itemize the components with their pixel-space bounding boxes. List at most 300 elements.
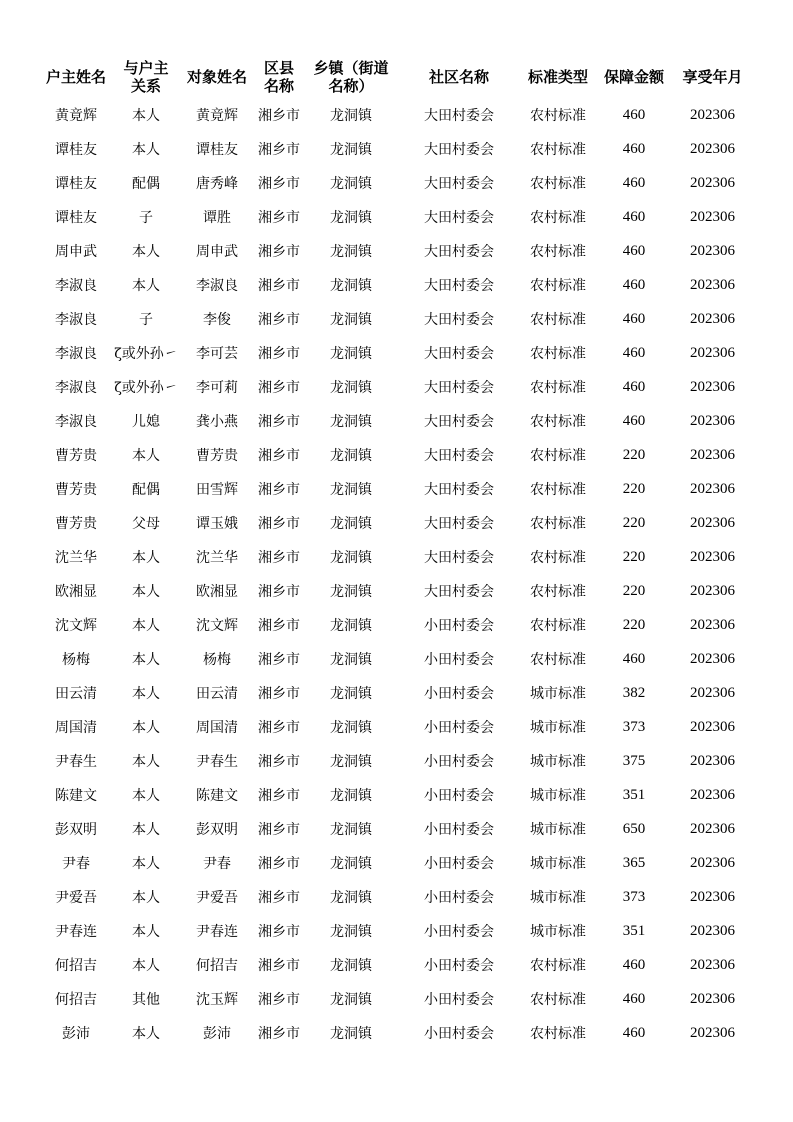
township-cell: 龙洞镇	[330, 550, 372, 566]
householder-name-cell: 曹芳贵	[55, 448, 97, 464]
standard-type-cell: 农村标准	[530, 1026, 586, 1042]
relation-cell: 子	[139, 210, 153, 226]
householder-name-cell: 彭沛	[62, 1026, 90, 1042]
township-cell: 龙洞镇	[330, 890, 372, 906]
community-cell: 大田村委会	[424, 550, 494, 566]
recipient-name-cell: 彭沛	[203, 1026, 231, 1042]
header-text: 标准类型	[527, 68, 588, 86]
county-cell: 湘乡市	[258, 686, 300, 702]
standard-type-cell: 城市标准	[530, 788, 586, 804]
standard-type-cell: 农村标准	[530, 108, 586, 124]
amount-cell: 220	[622, 446, 646, 463]
amount-cell: 460	[622, 140, 646, 157]
amount-cell: 460	[622, 956, 646, 973]
community-cell: 大田村委会	[424, 142, 494, 158]
county-cell: 湘乡市	[258, 142, 300, 158]
householder-name-cell: 沈兰华	[55, 550, 97, 566]
township-cell: 龙洞镇	[330, 652, 372, 668]
header-text: 户主姓名	[45, 68, 106, 86]
amount-cell: 460	[622, 310, 646, 327]
county-cell: 湘乡市	[258, 856, 300, 872]
header-standard-type	[520, 56, 596, 98]
period-cell: 202306	[690, 378, 735, 395]
county-cell: 湘乡市	[258, 414, 300, 430]
table-row	[40, 744, 753, 778]
period-cell: 202306	[690, 854, 735, 871]
relation-cell: 本人	[132, 584, 160, 600]
county-cell: 湘乡市	[258, 992, 300, 1008]
community-cell: 大田村委会	[424, 278, 494, 294]
header-householder-name	[40, 56, 112, 98]
township-cell: 龙洞镇	[330, 176, 372, 192]
period-cell: 202306	[690, 752, 735, 769]
standard-type-cell: 农村标准	[530, 176, 586, 192]
householder-name-cell: 田云清	[55, 686, 97, 702]
township-cell: 龙洞镇	[330, 1026, 372, 1042]
table-row	[40, 132, 753, 166]
period-cell: 202306	[690, 310, 735, 327]
standard-type-cell: 城市标准	[530, 754, 586, 770]
standard-type-cell: 农村标准	[530, 448, 586, 464]
period-cell: 202306	[690, 140, 735, 157]
recipient-name-cell: 尹春	[203, 856, 231, 872]
relation-cell: 配偶	[132, 482, 160, 498]
county-cell: 湘乡市	[258, 516, 300, 532]
relation-cell: 父母	[132, 516, 160, 532]
community-cell: 大田村委会	[424, 584, 494, 600]
table-row	[40, 438, 753, 472]
table-row	[40, 98, 753, 132]
community-cell: 大田村委会	[424, 414, 494, 430]
householder-name-cell: 何招吉	[55, 958, 97, 974]
amount-cell: 220	[622, 548, 646, 565]
county-cell: 湘乡市	[258, 754, 300, 770]
recipient-name-cell: 沈文辉	[196, 618, 238, 634]
period-cell: 202306	[690, 344, 735, 361]
header-county	[254, 56, 304, 98]
community-cell: 小田村委会	[424, 856, 494, 872]
community-cell: 大田村委会	[424, 312, 494, 328]
relation-cell: 本人	[132, 686, 160, 702]
header-text: 名称）	[328, 77, 374, 95]
period-cell: 202306	[690, 820, 735, 837]
community-cell: 大田村委会	[424, 108, 494, 124]
table-row	[40, 914, 753, 948]
relation-cell: 其他	[132, 992, 160, 1008]
table-header	[40, 56, 753, 98]
table-row	[40, 540, 753, 574]
township-cell: 龙洞镇	[330, 686, 372, 702]
recipient-name-cell: 田云清	[196, 686, 238, 702]
relation-cell: 儿媳	[132, 414, 160, 430]
amount-cell: 220	[622, 616, 646, 633]
table-row	[40, 268, 753, 302]
recipient-name-cell: 周国清	[196, 720, 238, 736]
amount-cell: 220	[622, 480, 646, 497]
township-cell: 龙洞镇	[330, 618, 372, 634]
community-cell: 小田村委会	[424, 788, 494, 804]
subsidy-table	[40, 56, 753, 1050]
period-cell: 202306	[690, 480, 735, 497]
amount-cell: 375	[622, 752, 646, 769]
township-cell: 龙洞镇	[330, 754, 372, 770]
amount-cell: 460	[622, 174, 646, 191]
amount-cell: 460	[622, 276, 646, 293]
township-cell: 龙洞镇	[330, 414, 372, 430]
county-cell: 湘乡市	[258, 958, 300, 974]
householder-name-cell: 周国清	[55, 720, 97, 736]
county-cell: 湘乡市	[258, 1026, 300, 1042]
table-row	[40, 948, 753, 982]
relation-cell: ζ或外孙㇀	[114, 380, 178, 396]
header-text: 与户主	[123, 59, 169, 77]
amount-cell: 460	[622, 106, 646, 123]
recipient-name-cell: 李可莉	[196, 380, 238, 396]
householder-name-cell: 彭双明	[55, 822, 97, 838]
period-cell: 202306	[690, 208, 735, 225]
community-cell: 大田村委会	[424, 448, 494, 464]
recipient-name-cell: 尹春连	[196, 924, 238, 940]
amount-cell: 460	[622, 1024, 646, 1041]
standard-type-cell: 农村标准	[530, 312, 586, 328]
amount-cell: 351	[622, 922, 646, 939]
county-cell: 湘乡市	[258, 380, 300, 396]
householder-name-cell: 尹爱吾	[55, 890, 97, 906]
community-cell: 小田村委会	[424, 992, 494, 1008]
header-text: 名称	[263, 77, 294, 95]
period-cell: 202306	[690, 616, 735, 633]
recipient-name-cell: 尹春生	[196, 754, 238, 770]
township-cell: 龙洞镇	[330, 788, 372, 804]
table-row	[40, 778, 753, 812]
amount-cell: 373	[622, 888, 646, 905]
householder-name-cell: 李淑良	[55, 312, 97, 328]
township-cell: 龙洞镇	[330, 992, 372, 1008]
period-cell: 202306	[690, 106, 735, 123]
recipient-name-cell: 谭玉娥	[196, 516, 238, 532]
table-row	[40, 200, 753, 234]
township-cell: 龙洞镇	[330, 108, 372, 124]
standard-type-cell: 城市标准	[530, 686, 586, 702]
header-text: 社区名称	[428, 68, 489, 86]
householder-name-cell: 谭桂友	[55, 142, 97, 158]
relation-cell: 本人	[132, 618, 160, 634]
amount-cell: 351	[622, 786, 646, 803]
township-cell: 龙洞镇	[330, 380, 372, 396]
header-text: 乡镇（街道	[313, 59, 389, 77]
community-cell: 大田村委会	[424, 482, 494, 498]
header-text: 保障金额	[603, 68, 664, 86]
relation-cell: 本人	[132, 550, 160, 566]
community-cell: 小田村委会	[424, 924, 494, 940]
table-row	[40, 880, 753, 914]
period-cell: 202306	[690, 548, 735, 565]
county-cell: 湘乡市	[258, 312, 300, 328]
householder-name-cell: 沈文辉	[55, 618, 97, 634]
period-cell: 202306	[690, 990, 735, 1007]
period-cell: 202306	[690, 174, 735, 191]
householder-name-cell: 欧湘显	[55, 584, 97, 600]
relation-cell: 本人	[132, 652, 160, 668]
table-row	[40, 608, 753, 642]
standard-type-cell: 农村标准	[530, 210, 586, 226]
county-cell: 湘乡市	[258, 346, 300, 362]
recipient-name-cell: 李淑良	[196, 278, 238, 294]
householder-name-cell: 谭桂友	[55, 210, 97, 226]
county-cell: 湘乡市	[258, 108, 300, 124]
county-cell: 湘乡市	[258, 278, 300, 294]
standard-type-cell: 农村标准	[530, 618, 586, 634]
householder-name-cell: 尹春	[62, 856, 90, 872]
header-text: 对象姓名	[186, 68, 247, 86]
relation-cell: 本人	[132, 788, 160, 804]
recipient-name-cell: 李可芸	[196, 346, 238, 362]
township-cell: 龙洞镇	[330, 210, 372, 226]
township-cell: 龙洞镇	[330, 958, 372, 974]
amount-cell: 373	[622, 718, 646, 735]
township-cell: 龙洞镇	[330, 346, 372, 362]
header-text: 区县	[263, 59, 294, 77]
amount-cell: 460	[622, 242, 646, 259]
standard-type-cell: 农村标准	[530, 550, 586, 566]
recipient-name-cell: 田雪辉	[196, 482, 238, 498]
recipient-name-cell: 欧湘显	[196, 584, 238, 600]
township-cell: 龙洞镇	[330, 856, 372, 872]
community-cell: 小田村委会	[424, 822, 494, 838]
township-cell: 龙洞镇	[330, 278, 372, 294]
county-cell: 湘乡市	[258, 890, 300, 906]
recipient-name-cell: 杨梅	[203, 652, 231, 668]
table-row	[40, 234, 753, 268]
standard-type-cell: 农村标准	[530, 380, 586, 396]
relation-cell: 本人	[132, 754, 160, 770]
table-row	[40, 812, 753, 846]
period-cell: 202306	[690, 276, 735, 293]
amount-cell: 382	[622, 684, 646, 701]
householder-name-cell: 杨梅	[62, 652, 90, 668]
table-row	[40, 676, 753, 710]
community-cell: 大田村委会	[424, 380, 494, 396]
township-cell: 龙洞镇	[330, 822, 372, 838]
community-cell: 大田村委会	[424, 176, 494, 192]
householder-name-cell: 周申武	[55, 244, 97, 260]
householder-name-cell: 李淑良	[55, 414, 97, 430]
amount-cell: 460	[622, 412, 646, 429]
community-cell: 小田村委会	[424, 652, 494, 668]
county-cell: 湘乡市	[258, 720, 300, 736]
householder-name-cell: 曹芳贵	[55, 516, 97, 532]
relation-cell: ζ或外孙㇀	[114, 346, 178, 362]
standard-type-cell: 农村标准	[530, 482, 586, 498]
header-row	[40, 56, 753, 98]
county-cell: 湘乡市	[258, 448, 300, 464]
county-cell: 湘乡市	[258, 584, 300, 600]
community-cell: 小田村委会	[424, 686, 494, 702]
township-cell: 龙洞镇	[330, 584, 372, 600]
period-cell: 202306	[690, 650, 735, 667]
standard-type-cell: 农村标准	[530, 992, 586, 1008]
table-body	[40, 98, 753, 1050]
standard-type-cell: 农村标准	[530, 584, 586, 600]
relation-cell: 本人	[132, 142, 160, 158]
table-row	[40, 336, 753, 370]
relation-cell: 本人	[132, 278, 160, 294]
table-row	[40, 846, 753, 880]
relation-cell: 本人	[132, 244, 160, 260]
county-cell: 湘乡市	[258, 176, 300, 192]
amount-cell: 460	[622, 208, 646, 225]
amount-cell: 220	[622, 582, 646, 599]
relation-cell: 本人	[132, 720, 160, 736]
community-cell: 小田村委会	[424, 754, 494, 770]
community-cell: 小田村委会	[424, 890, 494, 906]
recipient-name-cell: 唐秀峰	[196, 176, 238, 192]
amount-cell: 460	[622, 378, 646, 395]
relation-cell: 本人	[132, 822, 160, 838]
header-community	[398, 56, 520, 98]
recipient-name-cell: 李俊	[203, 312, 231, 328]
county-cell: 湘乡市	[258, 924, 300, 940]
table-row	[40, 404, 753, 438]
community-cell: 小田村委会	[424, 720, 494, 736]
period-cell: 202306	[690, 582, 735, 599]
county-cell: 湘乡市	[258, 550, 300, 566]
householder-name-cell: 陈建文	[55, 788, 97, 804]
recipient-name-cell: 陈建文	[196, 788, 238, 804]
standard-type-cell: 农村标准	[530, 516, 586, 532]
table-row	[40, 642, 753, 676]
header-period	[672, 56, 753, 98]
header-township	[304, 56, 398, 98]
relation-cell: 本人	[132, 890, 160, 906]
period-cell: 202306	[690, 242, 735, 259]
relation-cell: 本人	[132, 958, 160, 974]
relation-cell: 本人	[132, 924, 160, 940]
header-text: 关系	[130, 77, 161, 95]
table-row	[40, 574, 753, 608]
table-row	[40, 710, 753, 744]
township-cell: 龙洞镇	[330, 142, 372, 158]
township-cell: 龙洞镇	[330, 244, 372, 260]
period-cell: 202306	[690, 412, 735, 429]
standard-type-cell: 城市标准	[530, 822, 586, 838]
standard-type-cell: 农村标准	[530, 958, 586, 974]
header-recipient-name	[180, 56, 254, 98]
amount-cell: 460	[622, 990, 646, 1007]
relation-cell: 本人	[132, 1026, 160, 1042]
householder-name-cell: 尹春生	[55, 754, 97, 770]
amount-cell: 460	[622, 344, 646, 361]
recipient-name-cell: 谭胜	[203, 210, 231, 226]
householder-name-cell: 曹芳贵	[55, 482, 97, 498]
householder-name-cell: 李淑良	[55, 380, 97, 396]
relation-cell: 本人	[132, 448, 160, 464]
recipient-name-cell: 沈玉辉	[196, 992, 238, 1008]
township-cell: 龙洞镇	[330, 516, 372, 532]
period-cell: 202306	[690, 446, 735, 463]
county-cell: 湘乡市	[258, 210, 300, 226]
recipient-name-cell: 谭桂友	[196, 142, 238, 158]
recipient-name-cell: 沈兰华	[196, 550, 238, 566]
recipient-name-cell: 黄竟辉	[196, 108, 238, 124]
township-cell: 龙洞镇	[330, 720, 372, 736]
period-cell: 202306	[690, 718, 735, 735]
period-cell: 202306	[690, 684, 735, 701]
county-cell: 湘乡市	[258, 618, 300, 634]
standard-type-cell: 农村标准	[530, 244, 586, 260]
township-cell: 龙洞镇	[330, 924, 372, 940]
header-relation	[112, 56, 180, 98]
recipient-name-cell: 何招吉	[196, 958, 238, 974]
amount-cell: 650	[622, 820, 646, 837]
township-cell: 龙洞镇	[330, 448, 372, 464]
table-row	[40, 370, 753, 404]
recipient-name-cell: 曹芳贵	[196, 448, 238, 464]
relation-cell: 子	[139, 312, 153, 328]
county-cell: 湘乡市	[258, 652, 300, 668]
header-amount	[596, 56, 672, 98]
period-cell: 202306	[690, 922, 735, 939]
householder-name-cell: 李淑良	[55, 346, 97, 362]
header-text: 享受年月	[682, 68, 743, 86]
standard-type-cell: 城市标准	[530, 890, 586, 906]
community-cell: 大田村委会	[424, 210, 494, 226]
table-row	[40, 302, 753, 336]
householder-name-cell: 尹春连	[55, 924, 97, 940]
householder-name-cell: 黄竟辉	[55, 108, 97, 124]
county-cell: 湘乡市	[258, 822, 300, 838]
period-cell: 202306	[690, 514, 735, 531]
table-row	[40, 166, 753, 200]
standard-type-cell: 城市标准	[530, 720, 586, 736]
relation-cell: 本人	[132, 108, 160, 124]
table-row	[40, 982, 753, 1016]
period-cell: 202306	[690, 888, 735, 905]
recipient-name-cell: 尹爱吾	[196, 890, 238, 906]
recipient-name-cell: 龚小燕	[196, 414, 238, 430]
period-cell: 202306	[690, 956, 735, 973]
community-cell: 小田村委会	[424, 958, 494, 974]
table-row	[40, 1016, 753, 1050]
table-row	[40, 506, 753, 540]
table-row	[40, 472, 753, 506]
standard-type-cell: 农村标准	[530, 278, 586, 294]
county-cell: 湘乡市	[258, 482, 300, 498]
community-cell: 大田村委会	[424, 516, 494, 532]
amount-cell: 220	[622, 514, 646, 531]
householder-name-cell: 李淑良	[55, 278, 97, 294]
relation-cell: 本人	[132, 856, 160, 872]
standard-type-cell: 城市标准	[530, 856, 586, 872]
relation-cell: 配偶	[132, 176, 160, 192]
community-cell: 小田村委会	[424, 618, 494, 634]
recipient-name-cell: 彭双明	[196, 822, 238, 838]
householder-name-cell: 何招吉	[55, 992, 97, 1008]
community-cell: 大田村委会	[424, 346, 494, 362]
standard-type-cell: 农村标准	[530, 652, 586, 668]
standard-type-cell: 农村标准	[530, 414, 586, 430]
township-cell: 龙洞镇	[330, 482, 372, 498]
community-cell: 大田村委会	[424, 244, 494, 260]
standard-type-cell: 农村标准	[530, 142, 586, 158]
standard-type-cell: 城市标准	[530, 924, 586, 940]
county-cell: 湘乡市	[258, 244, 300, 260]
community-cell: 小田村委会	[424, 1026, 494, 1042]
standard-type-cell: 农村标准	[530, 346, 586, 362]
householder-name-cell: 谭桂友	[55, 176, 97, 192]
county-cell: 湘乡市	[258, 788, 300, 804]
township-cell: 龙洞镇	[330, 312, 372, 328]
